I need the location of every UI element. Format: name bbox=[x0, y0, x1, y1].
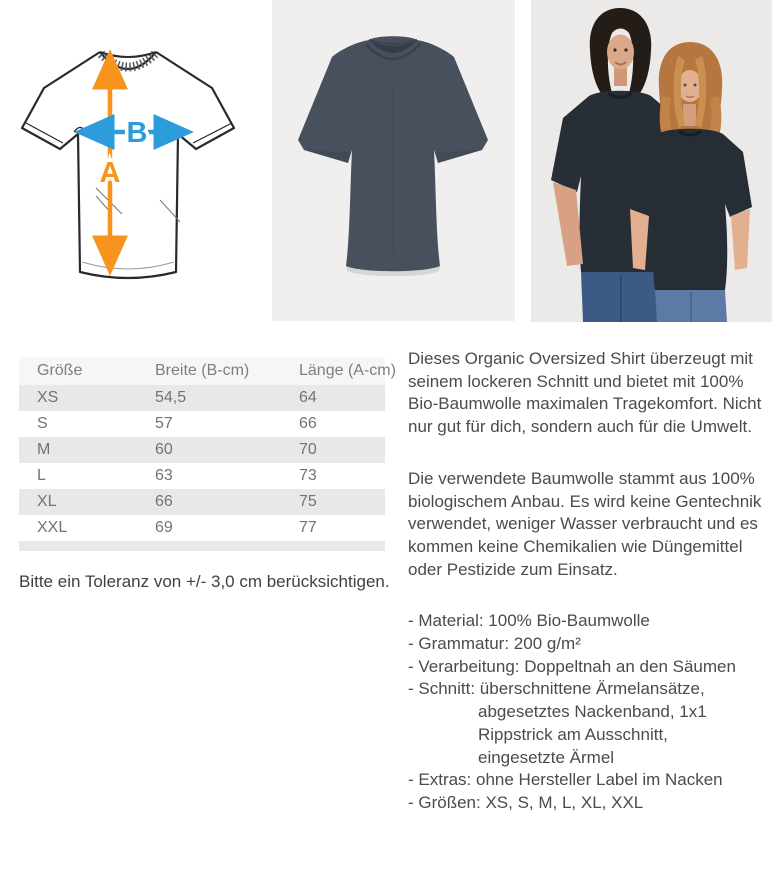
size-table-header-cell: Länge (A-cm) bbox=[281, 357, 385, 385]
table-cell: 66 bbox=[137, 489, 281, 515]
size-diagram-image[interactable] bbox=[0, 0, 258, 322]
product-description bbox=[408, 346, 777, 815]
feature-item: - Material: 100% Bio-Baumwolle bbox=[408, 611, 650, 631]
feature-item: - Extras: ohne Hersteller Label im Nacken bbox=[408, 770, 723, 790]
table-cell: 69 bbox=[137, 515, 281, 541]
table-cell: S bbox=[19, 411, 137, 437]
feature-item: abgesetztes Nackenband, 1x1 bbox=[478, 702, 707, 722]
flatlay-tshirt-photo bbox=[272, 0, 515, 321]
table-row bbox=[19, 385, 385, 411]
feature-item: - Größen: XS, S, M, L, XL, XXL bbox=[408, 792, 644, 812]
table-cell: 60 bbox=[137, 437, 281, 463]
models-photo-illustration bbox=[531, 0, 772, 322]
table-row bbox=[19, 515, 385, 541]
product-info-section bbox=[0, 346, 777, 815]
product-flatlay-image[interactable] bbox=[272, 0, 515, 321]
table-cell: L bbox=[19, 463, 137, 489]
table-cell: XS bbox=[19, 385, 137, 411]
size-table-header-cell: Größe bbox=[19, 357, 137, 385]
label-a: A bbox=[99, 157, 121, 189]
feature-item: - Schnitt: überschnittene Ärmelansätze, bbox=[408, 679, 705, 699]
feature-list bbox=[408, 610, 770, 814]
table-cell: 70 bbox=[281, 437, 385, 463]
size-table-column bbox=[0, 346, 408, 815]
table-row bbox=[19, 463, 385, 489]
feature-item: - Grammatur: 200 g/m² bbox=[408, 634, 581, 654]
product-gallery bbox=[0, 0, 777, 322]
table-cell: 64 bbox=[281, 385, 385, 411]
table-row bbox=[19, 411, 385, 437]
tolerance-note: Bitte ein Toleranz von +/- 3,0 cm berücksichtigen. bbox=[19, 572, 390, 591]
feature-item: Rippstrick am Ausschnitt, bbox=[478, 724, 668, 744]
table-cell: XL bbox=[19, 489, 137, 515]
table-cell: 75 bbox=[281, 489, 385, 515]
table-row bbox=[19, 437, 385, 463]
size-table-footer-strip bbox=[19, 541, 385, 551]
table-cell: 77 bbox=[281, 515, 385, 541]
table-row bbox=[19, 489, 385, 515]
tshirt-line-drawing bbox=[0, 0, 258, 322]
table-cell: XXL bbox=[19, 515, 137, 541]
description-paragraph-1: Dieses Organic Oversized Shirt überzeugt mit seinem lockeren Schnitt und bietet mit 100% Bio-Baumwolle maximalen Tragekomfort. Nicht nur gut für dich, sondern auch für die Umwelt. bbox=[408, 349, 762, 437]
size-table-body bbox=[19, 385, 385, 541]
table-cell: M bbox=[19, 437, 137, 463]
size-table-header-cell: Breite (B-cm) bbox=[137, 357, 281, 385]
label-b: B bbox=[126, 117, 148, 149]
table-cell: 54,5 bbox=[137, 385, 281, 411]
size-table-header-row bbox=[19, 357, 385, 385]
table-cell: 57 bbox=[137, 411, 281, 437]
table-cell: 63 bbox=[137, 463, 281, 489]
description-paragraph-2: Die verwendete Baumwolle stammt aus 100% biologischem Anbau. Es wird keine Gentechnik verwendet, weniger Wasser verbraucht und es kommen keine Chemikalien wie Düngemittel oder Pestizide zum Einsatz. bbox=[408, 468, 762, 579]
models-photo[interactable] bbox=[531, 0, 772, 322]
table-cell: 73 bbox=[281, 463, 385, 489]
table-cell: 66 bbox=[281, 411, 385, 437]
feature-item: eingesetzte Ärmel bbox=[478, 747, 615, 767]
feature-item: - Verarbeitung: Doppeltnah an den Säumen bbox=[408, 656, 736, 676]
size-table bbox=[19, 357, 396, 551]
